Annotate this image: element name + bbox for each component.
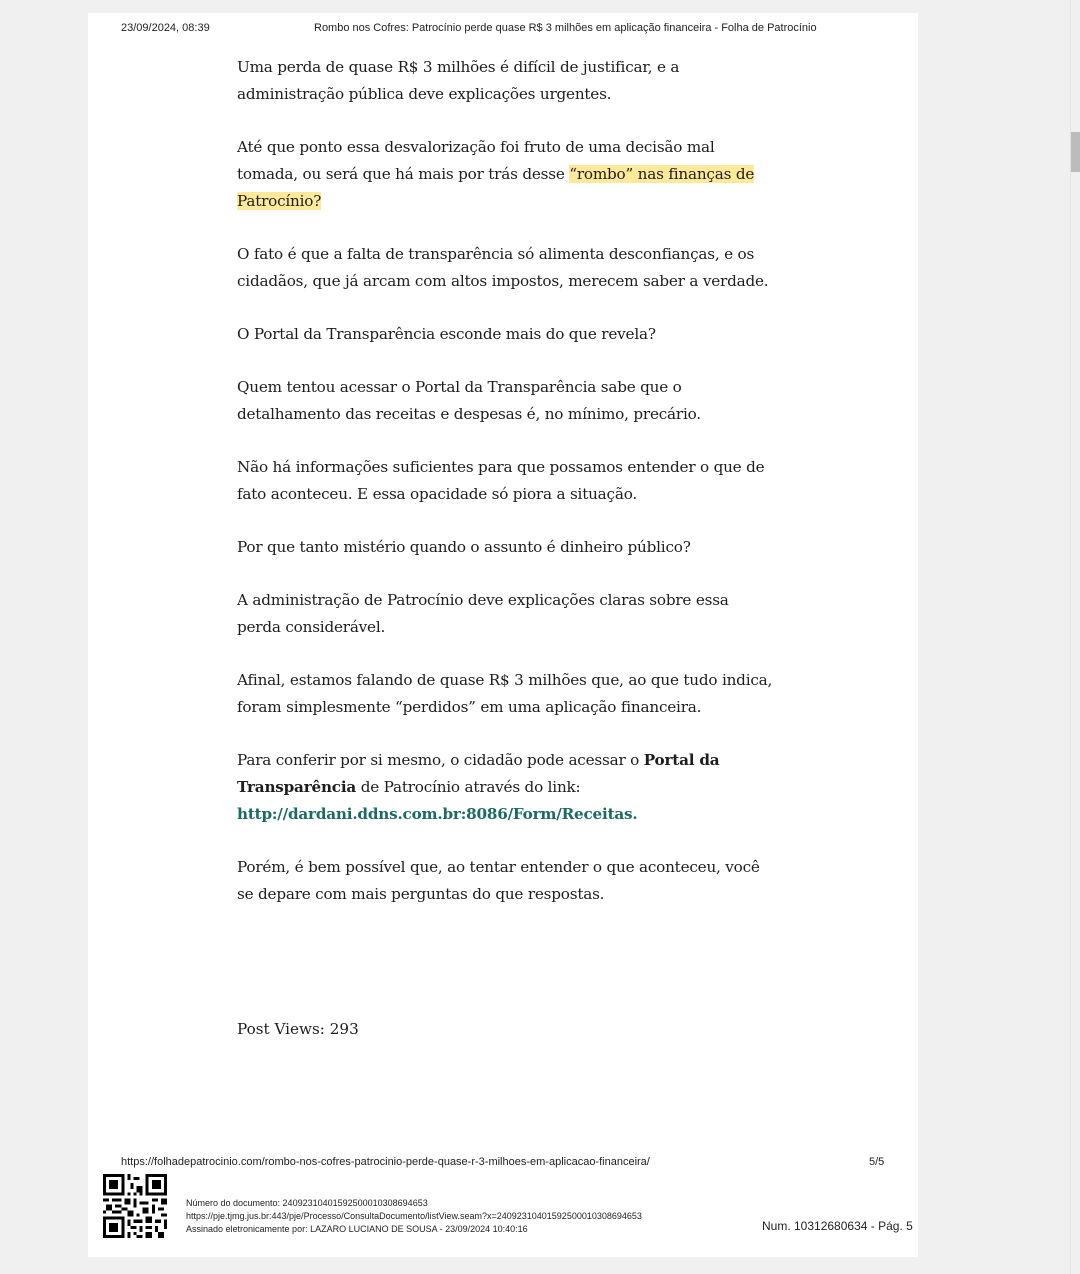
qr-code-icon	[103, 1174, 167, 1238]
document-number: Número do documento: 24092310401592500010308694653	[186, 1198, 428, 1208]
scrollbar-thumb[interactable]	[1071, 132, 1080, 172]
paragraph: Até que ponto essa desvalorização foi fruto de uma decisão mal tomada, ou será que há mais por trás desse “rombo” nas finanças de Patrocínio?	[237, 138, 755, 210]
print-page-url: https://folhadepatrocinio.com/rombo-nos-cofres-patrocinio-perde-quase-r-3-milhoes-em-aplicacao-financeira/	[121, 1156, 650, 1168]
portal-name: Portal da Transparência	[237, 751, 720, 796]
paragraph: O fato é que a falta de transparência só alimenta desconfianças, e os cidadãos, que já arcam com altos impostos, merecem saber a verdade.	[237, 245, 769, 290]
vertical-scrollbar[interactable]	[1070, 0, 1080, 1274]
paragraph: Porém, é bem possível que, ao tentar entender o que aconteceu, você se depare com mais perguntas do que respostas.	[237, 858, 760, 903]
article-body	[237, 54, 777, 934]
signature-block	[186, 1197, 642, 1236]
post-views: Post Views: 293	[237, 1020, 359, 1038]
paragraph: Quem tentou acessar o Portal da Transparência sabe que o detalhamento das receitas e despesas é, no mínimo, precário.	[237, 378, 701, 423]
print-page-title: Rombo nos Cofres: Patrocínio perde quase R$ 3 milhões em aplicação financeira - Folha de Patrocínio	[314, 22, 817, 34]
print-page-number: 5/5	[869, 1156, 885, 1168]
paragraph: Por que tanto mistério quando o assunto é dinheiro público?	[237, 538, 691, 556]
paragraph: O Portal da Transparência esconde mais do que revela?	[237, 325, 656, 343]
document-link[interactable]: https://pje.tjmg.jus.br:443/pje/Processo/ConsultaDocumento/listView.seam?x=24092310401592500010308694653	[186, 1211, 642, 1221]
paragraph: Para conferir por si mesmo, o cidadão pode acessar o Portal da Transparência de Patrocínio através do link: http://dardani.ddns.com.br:8086/Form/Receitas.	[237, 751, 720, 823]
electronic-signature: Assinado eletronicamente por: LAZARO LUCIANO DE SOUSA - 23/09/2024 10:40:16	[186, 1224, 528, 1234]
print-datetime: 23/09/2024, 08:39	[121, 22, 210, 34]
paragraph: Afinal, estamos falando de quase R$ 3 milhões que, ao que tudo indica, foram simplesmente “perdidos” em uma aplicação financeira.	[237, 671, 773, 716]
paragraph: A administração de Patrocínio deve explicações claras sobre essa perda considerável.	[237, 591, 729, 636]
document-num-page: Num. 10312680634 - Pág. 5	[762, 1219, 913, 1233]
portal-link[interactable]: http://dardani.ddns.com.br:8086/Form/Receitas.	[237, 805, 638, 823]
paragraph: Não há informações suficientes para que possamos entender o que de fato aconteceu. E essa opacidade só piora a situação.	[237, 458, 765, 503]
highlighted-text: “rombo” nas finanças de Patrocínio?	[237, 165, 755, 210]
paragraph: Uma perda de quase R$ 3 milhões é difícil de justificar, e a administração pública deve explicações urgentes.	[237, 58, 680, 103]
